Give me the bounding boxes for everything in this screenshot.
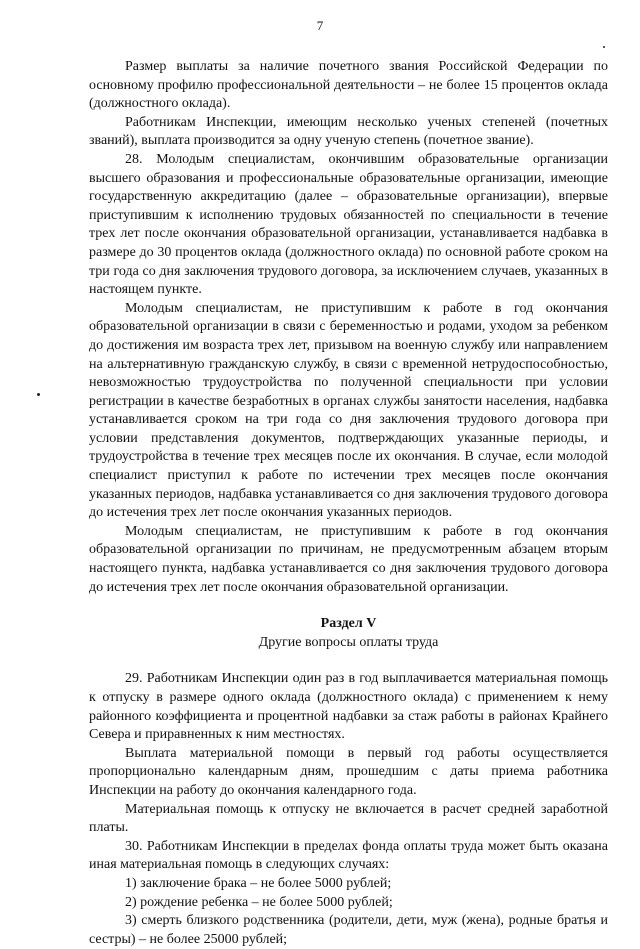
- scan-speck: [37, 393, 40, 396]
- paragraph: 29. Работникам Инспекции один раз в год выплачивается материальная помощь к отпуску в размере одного оклада (должностного оклада) с применением к нему районного коэффициента и процентной надбавки за стаж работы в районах Крайнего Севера и приравненных к ним местностях.: [89, 671, 608, 743]
- paragraph: Молодым специалистам, не приступившим к работе в год окончания образовательной организации в связи с беременностью и родами, уходом за ребенком до достижения им возраста трех лет, призывом на военную службу или направлением на альтернативную гражданскую службу, в связи с временной нетрудоспособностью, невозможностью трудоустройства по полученной специальности при условии регистрации в качестве безработных в органах службы занятости населения, надбавка устанавливается сроком на три года со дня заключения трудового договора при условии представления документов, подтверждающих указанные периоды, и трудоустройства в течение трех месяцев после их окончания. В случае, если молодой специалист приступил к работе по истечении трех месяцев после окончания указанных периодов, надбавка устанавливается со дня заключения трудового договора до истечения трех лет после окончания указанных периодов.: [89, 300, 608, 521]
- page-number: 7: [316, 18, 324, 33]
- paragraph: Материальная помощь к отпуску не включается в расчет средней заработной платы.: [89, 801, 608, 836]
- paragraph: 30. Работникам Инспекции в пределах фонда оплаты труда может быть оказана иная материальная помощь в следующих случаях:: [89, 838, 608, 873]
- paragraph: 28. Молодым специалистам, окончившим образовательные организации высшего образования и профессиональные образовательные организации, имеющие государственную аккредитацию (далее – образовательные организации), впервые приступившим к исполнению трудовых обязанностей по специальности в течение трех лет после окончания образовательной организации, устанавливается надбавка в размере до 30 процентов оклада (должностного оклада) по основной работе сроком на три года со дня заключения трудового договора, за исключением случаев, указанных в настоящем пункте.: [89, 151, 608, 298]
- section-subheading: Другие вопросы оплаты труда: [258, 634, 439, 650]
- list-item: 3) смерть близкого родственника (родители, дети, муж (жена), родные братья и сестры) – не более 25000 рублей;: [89, 913, 608, 947]
- scan-speck: [603, 46, 605, 48]
- paragraph: Работникам Инспекции, имеющим несколько ученых степеней (почетных званий), выплата производится за одну ученую степень (почетное звание).: [89, 114, 608, 149]
- paragraph: Выплата материальной помощи в первый год работы осуществляется пропорционально календарным дням, прошедшим с даты приема работника Инспекции на работу до окончания календарного года.: [89, 745, 608, 798]
- section-heading: Раздел V: [320, 616, 377, 632]
- list-item: 1) заключение брака – не более 5000 рублей;: [125, 875, 392, 891]
- document-body: [89, 58, 608, 949]
- paragraph: Молодым специалистам, не приступившим к работе в год окончания образовательной организации по причинам, не предусмотренным абзацем вторым настоящего пункта, надбавка устанавливается со дня заключения трудового договора до истечения трех лет после окончания образовательной организации.: [89, 523, 608, 595]
- paragraph: Размер выплаты за наличие почетного звания Российской Федерации по основному профилю профессиональной деятельности – не более 15 процентов оклада (должностного оклада).: [89, 59, 608, 112]
- list-item: 2) рождение ребенка – не более 5000 рублей;: [125, 894, 393, 910]
